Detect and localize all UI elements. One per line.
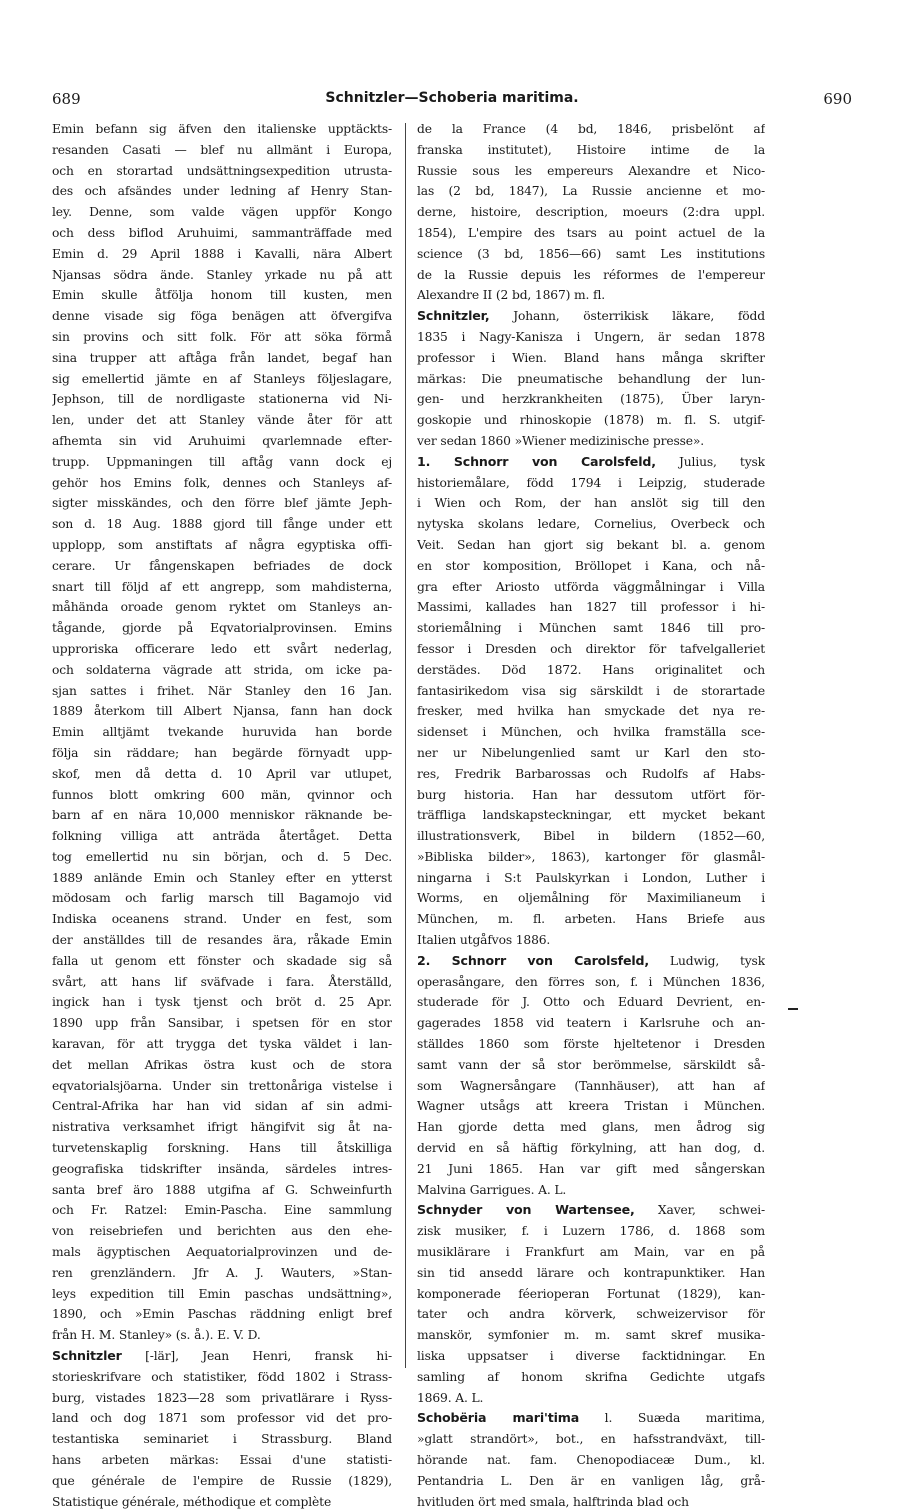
text-line: burg historia. Han har dessutom utfört för-	[417, 787, 765, 802]
text-line: tågande, gjorde på Eqvatorialprovinsen. Emins	[52, 621, 392, 636]
text-line: de la Russie depuis les réformes de l'empereur	[417, 267, 765, 282]
text-line: »glatt strandört», bot., en hafsstrandväxt, till-	[417, 1432, 765, 1447]
text-line: ver sedan 1860 »Wiener medizinische presse».	[417, 433, 705, 448]
text-line: samling af honom skrifna Gedichte utgafs	[417, 1369, 765, 1384]
text-line: karavan, för att trygga det tyska väldet i lan-	[52, 1037, 392, 1052]
text-line: fresker, med hvilka han smyckade det nya re-	[417, 704, 765, 719]
text-line: derne, histoire, description, moeurs (2:dra uppl.	[417, 205, 765, 220]
text-line: hörande nat. fam. Chenopodiaceæ Dum., kl.	[417, 1453, 765, 1467]
text-line: och dess biflod Aruhuimi, sammanträffade med	[52, 225, 392, 240]
text-line: märkas: Die pneumatische behandlung der lun-	[417, 371, 765, 386]
text-line: hans arbeten märkas: Essai d'une statisti-	[52, 1453, 392, 1467]
text-line: son d. 18 Aug. 1888 gjord till fånge under ett	[52, 517, 392, 532]
text-line: nistrativa verksamhet ifrigt hängifvit sig åt na-	[52, 1120, 392, 1135]
text-line: och Fr. Ratzel: Emin-Pascha. Eine sammlung	[52, 1203, 392, 1218]
text-line: ställdes 1860 som förste hjeltetenor i Dresden	[417, 1037, 765, 1052]
text-line: burg, vistades 1823—28 som privatlärare i Ryss-	[52, 1390, 392, 1405]
text-line: Schnyder von Wartensee, Xaver, schwei-	[417, 1202, 765, 1218]
text-line: musiklärare i Frankfurt am Main, var en på	[417, 1245, 765, 1260]
text-line: 1889 återkom till Albert Njansa, fann han dock	[52, 704, 392, 719]
text-line: storieskrifvare och statistiker, född 1802 i Strass-	[52, 1369, 392, 1384]
text-line: sigter misskändes, och den förre blef jämte Jeph-	[52, 496, 392, 511]
text-line: santa bref äro 1888 utgifna af G. Schweinfurth	[52, 1182, 392, 1197]
text-line: storiemålning i München samt 1846 till pro-	[417, 621, 765, 636]
text-line: sjan sattes i frihet. När Stanley den 16 Jan.	[52, 683, 392, 698]
text-line: skof, men då detta d. 10 April var utlupet,	[52, 766, 392, 781]
text-line: i Wien och Rom, der han anslöt sig till den	[417, 496, 765, 511]
text-line: sina trupper att aftåga från landet, begaf han	[52, 350, 392, 365]
text-line: Njansas södra ände. Stanley yrkade nu på att	[52, 267, 392, 282]
text-line: leys expedition till Emin paschas undsättning»,	[52, 1286, 392, 1301]
text-line: ner ur Nibelungenlied samt ur Karl den sto-	[417, 745, 765, 760]
text-line: geografiska tidskrifter insända, särdeles intres-	[52, 1161, 392, 1176]
text-line: des och afsändes under ledning af Henry Stan-	[52, 184, 392, 199]
text-line: och en storartad undsättningsexpedition utrusta-	[52, 163, 392, 178]
text-line: det mellan Afrikas östra kust och de stora	[52, 1057, 392, 1072]
text-line: folkning villiga att anträda återtåget. Detta	[52, 829, 392, 844]
text-line: upplopp, som anstiftats af några egyptiska offi-	[52, 537, 392, 552]
text-line: las (2 bd, 1847), La Russie ancienne et mo-	[417, 184, 765, 199]
text-line: 1854), L'empire des tsars au point actuel de la	[417, 225, 765, 240]
text-line: som Wagnersångare (Tannhäuser), att han af	[417, 1078, 765, 1093]
text-line: Veit. Sedan han gjort sig bekant bl. a. genom	[417, 537, 765, 552]
right-column	[417, 119, 765, 1512]
text-line: studerade för J. Otto och Eduard Devrient, en-	[417, 995, 765, 1010]
text-line: upproriska officerare ledo ett svårt nederlag,	[52, 641, 392, 656]
text-line: gehör hos Emins folk, dennes och Stanleys af-	[52, 475, 392, 490]
text-line: Statistique générale, méthodique et complète	[52, 1494, 332, 1509]
page-header	[52, 90, 852, 110]
text-line: Schnitzler [-lär], Jean Henri, fransk hi-	[52, 1348, 392, 1364]
text-line: tater och andra körverk, schweizervisor för	[417, 1307, 765, 1322]
text-line: och soldaterna vägrade att strida, om icke pa-	[52, 662, 392, 677]
text-line: sig emellertid jämte en af Stanleys följeslagare,	[52, 371, 392, 386]
text-line: svårt, att hans lif sväfvade i fara. Återställd,	[52, 974, 392, 989]
text-line: liska uppsatser i diverse facktidningar. En	[417, 1349, 765, 1364]
text-line: hvitluden ört med smala, halftrinda blad och	[417, 1494, 689, 1509]
text-line: Pentandria L. Den är en vanligen låg, grå-	[417, 1473, 765, 1488]
text-line: operasångare, den förres son, f. i München 1836,	[417, 974, 765, 989]
text-line: fessor i Dresden och direktor för tafvelgalleriet	[417, 641, 765, 656]
text-line: från H. M. Stanley» (s. å.). E. V. D.	[52, 1328, 261, 1343]
text-line: Indiska oceanens strand. Under en fest, som	[52, 912, 392, 927]
text-line: historiemålare, född 1794 i Leipzig, studerade	[417, 475, 765, 490]
text-line: que générale de l'empire de Russie (1829),	[52, 1473, 392, 1488]
text-line: derstädes. Död 1872. Hans originalitet och	[417, 662, 765, 677]
text-line: science (3 bd, 1856—66) samt Les institutions	[417, 246, 765, 261]
text-line: resanden Casati — blef nu allmänt i Europa,	[52, 142, 392, 157]
text-line: Emin befann sig äfven den italienske upptäckts-	[52, 122, 392, 136]
text-line: mals ägyptischen Aequatorialprovinzen und de-	[52, 1245, 392, 1260]
text-line: illustrationsverk, Bibel in bildern (1852—60,	[417, 829, 765, 844]
text-line: Italien utgåfvos 1886.	[417, 933, 551, 948]
text-line: sidenset i München, och hvilka framställa sce-	[417, 725, 765, 740]
column-divider	[405, 123, 406, 1368]
text-line: sin provins och sitt folk. För att söka förmå	[52, 329, 392, 344]
text-line: ren grenzländern. Jfr A. J. Wauters, »Stan-	[52, 1265, 392, 1280]
text-line: Central-Afrika har han vid sidan af sin admi-	[52, 1099, 392, 1114]
text-line: nytyska skolans ledare, Cornelius, Overbeck och	[417, 517, 765, 532]
text-line: Emin alltjämt tvekande huruvida han borde	[52, 725, 392, 740]
text-line: Schnitzler, Johann, österrikisk läkare, född	[417, 308, 765, 324]
text-line: denne visade sig föga benägen att öfvergifva	[52, 309, 392, 324]
text-line: ningarna i S:t Paulskyrkan i London, Luther i	[417, 870, 765, 885]
text-line: måhända oroade genom ryktet om Stanleys an-	[52, 600, 392, 615]
text-line: Malvina Garrigues. A. L.	[417, 1182, 567, 1197]
text-line: gen- und herzkrankheiten (1875), Über laryn-	[417, 392, 765, 407]
text-line: gagerades 1858 vid teatern i Karlsruhe och an-	[417, 1016, 765, 1031]
text-line: Emin d. 29 April 1888 i Kavalli, nära Albert	[52, 246, 392, 261]
text-line: trupp. Uppmaningen till aftåg vann dock ej	[52, 454, 392, 469]
text-line: ley. Denne, som valde vägen uppför Kongo	[52, 205, 392, 220]
text-line: manskör, symfonier m. m. samt skref musika-	[417, 1328, 765, 1343]
text-line: len, under det att Stanley vände åter för att	[52, 413, 392, 428]
text-line: Massimi, kallades han 1827 till professor i hi-	[417, 600, 765, 615]
text-line: mödosam och farlig marsch till Bagamojo vid	[52, 891, 392, 906]
text-line: följa sin räddare; han begärde förnyadt upp-	[52, 745, 392, 760]
margin-mark	[788, 1008, 798, 1010]
text-line: »Bibliska bilder», 1863), kartonger för glasmål-	[417, 849, 765, 864]
left-column	[52, 119, 392, 1512]
text-line: von reisebriefen und berichten aus den ehe-	[52, 1224, 392, 1239]
text-line: 1889 anlände Emin och Stanley efter en ytterst	[52, 870, 392, 885]
text-line: tog emellertid nu sin början, och d. 5 Dec.	[52, 849, 392, 864]
text-line: zisk musiker, f. i Luzern 1786, d. 1868 som	[417, 1224, 765, 1239]
text-line: turvetenskaplig forskning. Hans till åtskilliga	[52, 1141, 392, 1156]
text-line: Wagner utsågs att kreera Tristan i München.	[417, 1099, 765, 1114]
text-line: Alexandre II (2 bd, 1867) m. fl.	[417, 288, 605, 303]
text-line: land och dog 1871 som professor vid det pro-	[52, 1411, 392, 1426]
text-line: en stor komposition, Bröllopet i Kana, och nå-	[417, 558, 765, 573]
text-line: Jephson, till de nordligaste stationerna vid Ni-	[52, 392, 392, 407]
text-line: franska institutet), Histoire intime de la	[417, 142, 765, 157]
text-line: professor i Wien. Bland hans många skrifter	[417, 350, 765, 365]
text-line: barn af en nära 10,000 menniskor räknande be-	[52, 808, 392, 823]
text-line: testantiska seminariet i Strassburg. Bland	[52, 1432, 392, 1447]
text-line: der anställdes till de resandes ära, råkade Emin	[52, 933, 392, 948]
text-line: 1890, och »Emin Paschas räddning enligt bref	[52, 1307, 392, 1322]
text-line: Russie sous les empereurs Alexandre et Nico-	[417, 163, 765, 178]
text-line: Schobëria mari'tima l. Suæda maritima,	[417, 1410, 765, 1426]
text-line: München, m. fl. arbeten. Hans Briefe aus	[417, 912, 765, 927]
text-line: dervid en så häftig förkylning, att han dog, d.	[417, 1141, 765, 1156]
page-number-right: 690	[823, 90, 852, 108]
text-line: 1835 i Nagy-Kanisza i Ungern, är sedan 1878	[417, 329, 765, 344]
text-line: träffliga landskapsteckningar, ett mycket bekant	[417, 808, 765, 823]
text-line: de la France (4 bd, 1846, prisbelönt af	[417, 122, 765, 136]
text-line: sin tid ansedd lärare och kontrapunktiker. Han	[417, 1265, 765, 1280]
text-line: 21 Juni 1865. Han var gift med sångerskan	[417, 1161, 765, 1176]
page-number-left: 689	[52, 90, 81, 108]
text-line: Han gjorde detta med glans, men ådrog sig	[417, 1120, 765, 1135]
text-line: fantasirikedom visa sig särskildt i de storartade	[417, 683, 765, 698]
page-title: Schnitzler—Schoberia maritima.	[325, 90, 579, 106]
text-line: cerare. Ur fångenskapen befriades de dock	[52, 558, 392, 573]
text-line: funnos blott omkring 600 män, qvinnor och	[52, 787, 392, 802]
text-line: goskopie und rhinoskopie (1878) m. fl. S. utgif-	[417, 413, 765, 428]
text-line: komponerade féerioperan Fortunat (1829), kan-	[417, 1286, 765, 1301]
text-line: eqvatorialsjöarna. Under sin trettonåriga vistelse i	[52, 1078, 392, 1093]
text-line: 1890 upp från Sansibar, i spetsen för en stor	[52, 1016, 392, 1031]
text-line: gra efter Ariosto utförda väggmålningar i Villa	[417, 579, 765, 594]
text-line: 1869. A. L.	[417, 1390, 484, 1405]
text-line: snart till följd af ett angrepp, som mahdisterna,	[52, 579, 392, 594]
text-line: afhemta sin vid Aruhuimi qvarlemnade efter-	[52, 433, 392, 448]
text-line: 2. Schnorr von Carolsfeld, Ludwig, tysk	[417, 952, 765, 968]
text-line: res, Fredrik Barbarossas och Rudolfs af Habs-	[417, 766, 765, 781]
text-line: ingick han i tysk tjenst och bröt d. 25 Apr.	[52, 995, 392, 1010]
text-line: Worms, en oljemålning för Maximilianeum i	[417, 891, 765, 906]
text-line: samt vann der så stor berömmelse, särskildt så-	[417, 1057, 765, 1072]
text-line: falla ut genom ett fönster och skadade sig så	[52, 953, 392, 968]
text-line: 1. Schnorr von Carolsfeld, Julius, tysk	[417, 453, 765, 469]
text-line: Emin skulle åtfölja honom till kusten, men	[52, 288, 392, 303]
